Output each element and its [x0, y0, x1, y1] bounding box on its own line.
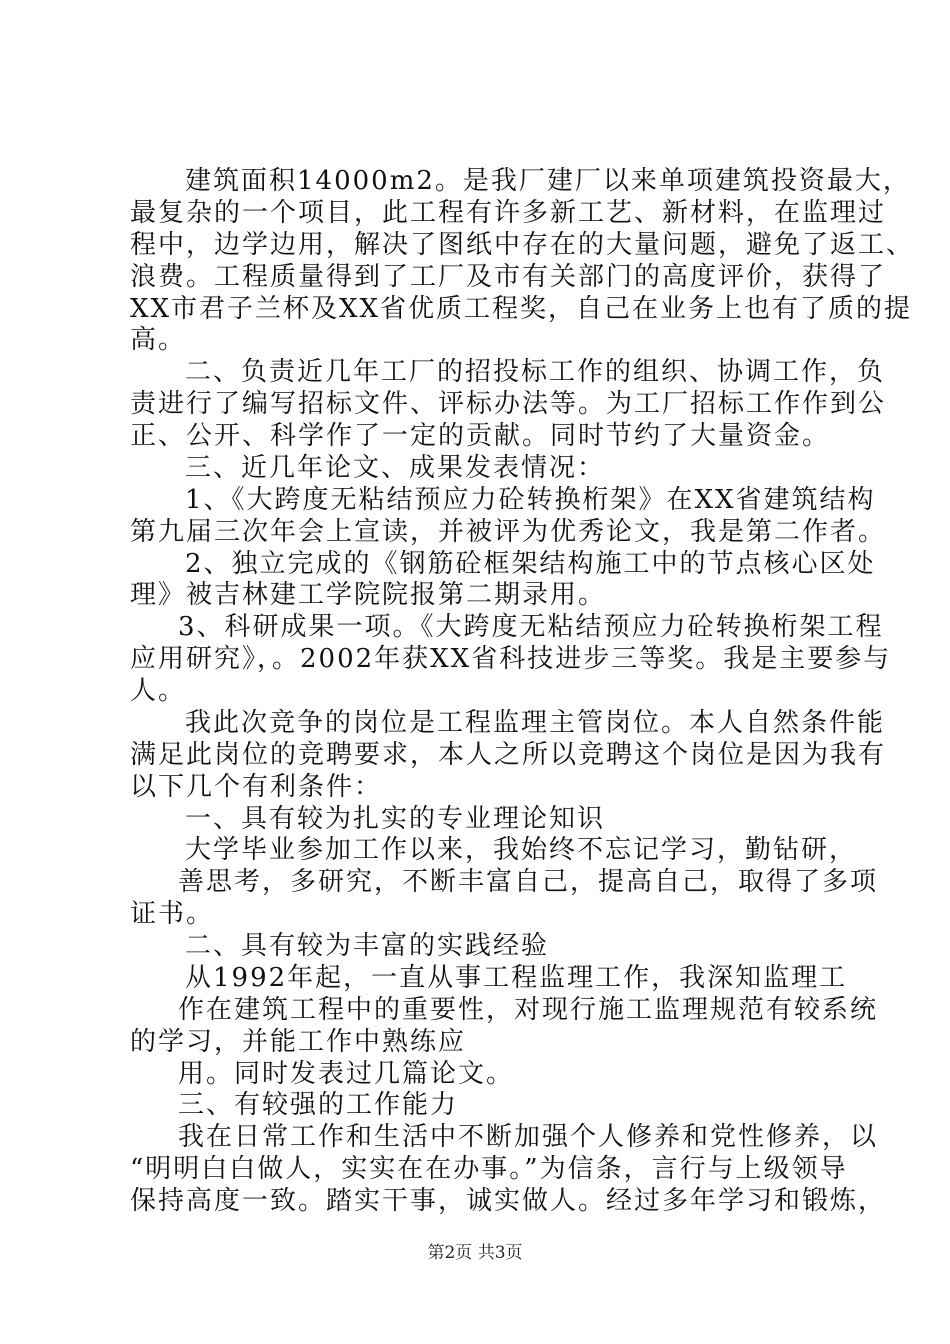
text-line: 大学毕业参加工作以来，我始终不忘记学习，勤钻研，	[185, 835, 858, 865]
text-line: 从1992年起，一直从事工程监理工作，我深知监理工	[185, 963, 848, 993]
text-line: 的学习，并能工作中熟练应	[130, 1027, 467, 1057]
text-line: 二、负责近几年工厂的招投标工作的组织、协调工作，负	[185, 357, 886, 387]
text-line: 我此次竞争的岗位是工程监理主管岗位。本人自然条件能	[185, 708, 886, 738]
text-line: 建筑面积14000m2。是我厂建厂以来单项建筑投资最大，	[185, 166, 911, 196]
text-line: 一、具有较为扎实的专业理论知识	[185, 804, 606, 834]
text-line: 责进行了编写招标文件、评标办法等。为工厂招标工作作到公	[130, 389, 887, 419]
text-line: 证书。	[130, 899, 215, 929]
text-line: 我在日常工作和生活中不断加强个人修养和党性修养，以	[178, 1122, 879, 1152]
text-line: 浪费。工程质量得到了工厂及市有关部门的高度评价，获得了	[130, 262, 887, 292]
text-line: 作在建筑工程中的重要性，对现行施工监理规范有较系统	[178, 995, 879, 1025]
text-line: 理》被吉林建工学院院报第二期录用。	[130, 580, 607, 610]
text-line: 高。	[130, 325, 187, 355]
text-line: 3、科研成果一项。《大跨度无粘结预应力砼转换桁架工程	[178, 612, 884, 642]
text-line: 用。同时发表过几篇论文。	[178, 1059, 515, 1089]
text-line: XX市君子兰杯及XX省优质工程奖，自己在业务上也有了质的提	[130, 294, 913, 324]
text-line: 保持高度一致。踏实干事，诚实做人。经过多年学习和锻炼，	[130, 1186, 887, 1216]
text-line: 以下几个有利条件：	[130, 772, 383, 802]
text-line: 满足此岗位的竞聘要求，本人之所以竞聘这个岗位是因为我有	[130, 740, 887, 770]
text-line: 正、公开、科学作了一定的贡献。同时节约了大量资金。	[130, 421, 831, 451]
text-line: 2、独立完成的《钢筋砼框架结构施工中的节点核心区处	[185, 549, 876, 579]
text-line: 1、《大跨度无粘结预应力砼转换桁架》在XX省建筑结构	[185, 485, 876, 515]
text-line: 三、有较强的工作能力	[178, 1090, 459, 1120]
page-footer: 第2页 共3页	[427, 1243, 523, 1263]
text-line: 善思考，多研究，不断丰富自己，提高自己，取得了多项	[178, 867, 879, 897]
text-line: 人。	[130, 676, 187, 706]
text-line: 二、具有较为丰富的实践经验	[185, 931, 550, 961]
text-line: 最复杂的一个项目，此工程有许多新工艺、新材料，在监理过	[130, 198, 887, 228]
text-line: 程中，边学边用，解决了图纸中存在的大量问题，避免了返工、	[130, 230, 915, 260]
text-line: “明明白白做人，实实在在办事。”为信条，言行与上级领导	[130, 1154, 848, 1184]
text-line: 三、近几年论文、成果发表情况：	[185, 453, 606, 483]
text-line: 应用研究》，。2002年获XX省科技进步三等奖。我是主要参与	[130, 644, 892, 674]
text-line: 第九届三次年会上宣读，并被评为优秀论文，我是第二作者。	[130, 517, 887, 547]
